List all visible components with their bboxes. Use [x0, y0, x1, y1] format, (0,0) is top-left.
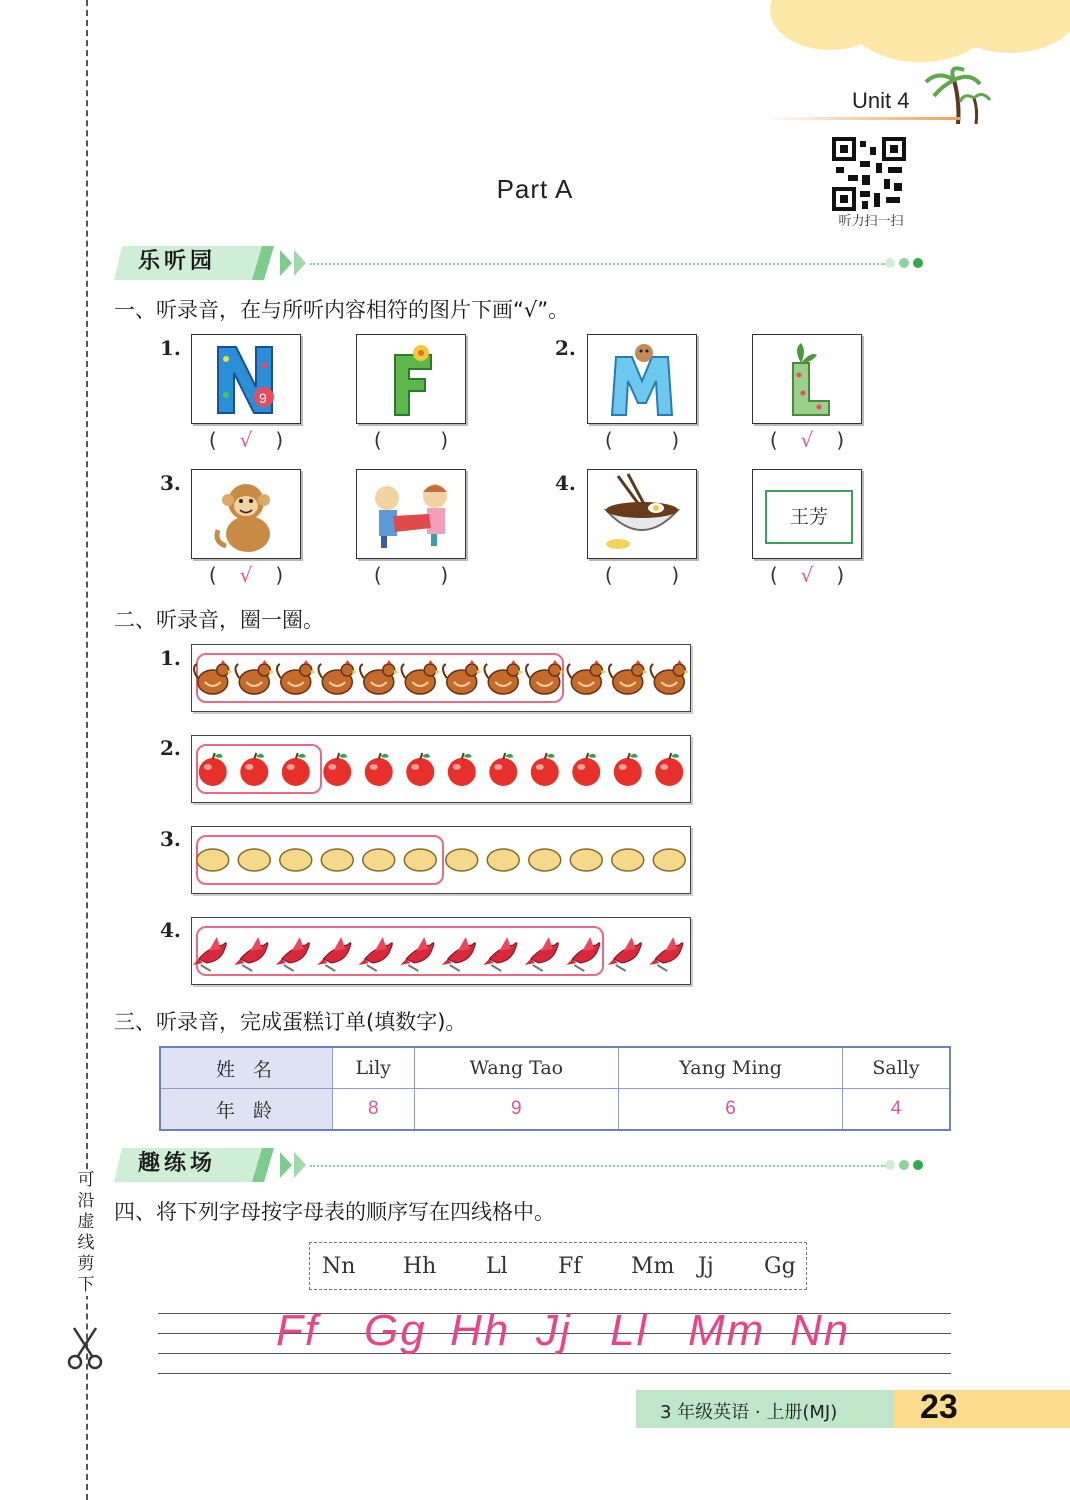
section-title-practice: 趣练场	[138, 1151, 217, 1176]
apple-icon	[489, 753, 517, 786]
bird-icon	[649, 937, 683, 971]
apple-icon	[365, 753, 393, 786]
apple-icon	[240, 753, 268, 786]
name-card[interactable]	[752, 469, 862, 559]
apple-icon	[448, 753, 476, 786]
egg-icon	[570, 849, 602, 871]
handwritten-answer[interactable]: Gg	[364, 1306, 427, 1355]
q1-number-3: 3.	[160, 471, 181, 495]
letter-l-icon[interactable]	[752, 334, 862, 424]
letter-item: Mm	[631, 1254, 675, 1279]
answer-paren[interactable]: ( √ )	[769, 563, 845, 587]
hen-icon	[650, 660, 689, 694]
hen-icon	[401, 660, 440, 694]
handwritten-answer[interactable]: Jj	[536, 1306, 572, 1355]
unit-underline	[760, 117, 960, 120]
q1-number-4: 4.	[555, 471, 576, 495]
bird-icon	[483, 937, 517, 971]
egg-icon	[321, 849, 353, 871]
monkey-icon[interactable]	[191, 469, 301, 559]
page-number: 23	[920, 1388, 958, 1426]
bird-icon	[525, 937, 559, 971]
q2-number-1: 1.	[160, 646, 181, 670]
answer-paren[interactable]: ( √ )	[208, 563, 284, 587]
name-card-text: 王芳	[765, 490, 853, 544]
question-3-title: 三、听录音，完成蛋糕订单(填数字)。	[114, 1010, 467, 1034]
egg-icon	[487, 849, 519, 871]
letter-f-icon[interactable]	[356, 334, 466, 424]
letter-item: Nn	[322, 1254, 356, 1279]
bird-icon	[400, 937, 434, 971]
egg-icon	[529, 849, 561, 871]
svg-text:9: 9	[259, 390, 267, 406]
hen-icon	[360, 660, 399, 694]
letter-n-icon[interactable]	[191, 334, 301, 424]
egg-icon	[653, 849, 685, 871]
answer-paren[interactable]: ( )	[604, 428, 680, 452]
apple-icon	[199, 753, 227, 786]
age-answer-cell[interactable]: 6	[619, 1089, 843, 1131]
q2-number-4: 4.	[160, 918, 181, 942]
egg-row[interactable]	[191, 826, 691, 894]
apple-icon	[406, 753, 434, 786]
noodles-icon[interactable]	[587, 469, 697, 559]
hen-icon	[318, 660, 357, 694]
egg-icon	[363, 849, 395, 871]
bird-icon	[566, 937, 600, 971]
hen-icon	[235, 660, 274, 694]
age-answer-cell[interactable]: 4	[843, 1089, 950, 1131]
bird-icon	[234, 937, 268, 971]
banner-dotted-line	[310, 263, 886, 265]
bird-icon	[193, 937, 227, 971]
hen-icon	[526, 660, 565, 694]
answer-paren[interactable]: ( )	[373, 428, 449, 452]
egg-icon	[404, 849, 436, 871]
egg-icon	[612, 849, 644, 871]
question-1-title: 一、听录音，在与所听内容相符的图片下画“√”。	[114, 298, 570, 322]
unit-title: Unit 4	[852, 88, 910, 113]
cut-hint: 可 沿 虚 线 剪 下	[74, 1170, 98, 1296]
answer-paren[interactable]: ( √ )	[208, 428, 284, 452]
question-2-title: 二、听录音，圈一圈。	[114, 608, 324, 632]
bird-icon	[359, 937, 393, 971]
handwritten-answer[interactable]: Ff	[276, 1306, 320, 1355]
handwritten-answer[interactable]: Ll	[610, 1306, 649, 1355]
egg-icon	[197, 849, 229, 871]
section-title-listen: 乐听园	[138, 249, 217, 274]
apple-row[interactable]	[191, 735, 691, 803]
letter-item: Jj	[698, 1254, 714, 1279]
hen-icon	[609, 660, 648, 694]
handwritten-answer[interactable]: Mm	[688, 1306, 766, 1355]
footer-book-title: 3 年级英语 · 上册(MJ)	[660, 1402, 838, 1423]
four-line-grid-line	[158, 1373, 951, 1374]
answer-paren[interactable]: ( √ )	[769, 428, 845, 452]
bird-icon	[276, 937, 310, 971]
age-header: 年龄	[160, 1089, 333, 1131]
qr-caption: 听力扫一扫	[838, 214, 904, 229]
hen-icon	[484, 660, 523, 694]
egg-icon	[238, 849, 270, 871]
kids-icon[interactable]	[356, 469, 466, 559]
name-cell: Wang Tao	[414, 1047, 619, 1089]
letter-item: Hh	[403, 1254, 437, 1279]
bird-row[interactable]	[191, 917, 691, 985]
scissors-icon	[64, 1326, 106, 1372]
q2-number-3: 3.	[160, 827, 181, 851]
page-title: Part A	[496, 174, 574, 204]
name-cell: Lily	[333, 1047, 415, 1089]
answer-paren[interactable]: ( )	[604, 563, 680, 587]
age-answer-cell[interactable]: 9	[414, 1089, 619, 1131]
apple-icon	[531, 753, 559, 786]
letter-m-icon[interactable]	[587, 334, 697, 424]
apple-icon	[572, 753, 600, 786]
banner-dots-icon	[884, 1158, 926, 1172]
name-header: 姓名	[160, 1047, 333, 1089]
egg-icon	[280, 849, 312, 871]
letter-item: Gg	[764, 1254, 796, 1279]
q1-number-2: 2.	[555, 336, 576, 360]
bird-icon	[442, 937, 476, 971]
age-answer-cell[interactable]: 8	[333, 1089, 415, 1131]
handwritten-answer[interactable]: Nn	[790, 1306, 851, 1355]
banner-dots-icon	[884, 256, 926, 270]
cake-order-table	[159, 1046, 951, 1131]
hen-icon	[194, 660, 233, 694]
letter-item: Ll	[486, 1254, 508, 1279]
bird-icon	[317, 937, 351, 971]
banner-dotted-line	[310, 1165, 886, 1167]
bird-icon	[608, 937, 642, 971]
letter-item: Ff	[558, 1254, 582, 1279]
hen-icon	[567, 660, 606, 694]
q2-number-2: 2.	[160, 736, 181, 760]
question-4-title: 四、将下列字母按字母表的顺序写在四线格中。	[114, 1200, 555, 1224]
handwritten-answer[interactable]: Hh	[450, 1306, 511, 1355]
name-cell: Yang Ming	[619, 1047, 843, 1089]
answer-paren[interactable]: ( )	[373, 563, 449, 587]
egg-icon	[446, 849, 478, 871]
name-cell: Sally	[843, 1047, 950, 1089]
apple-icon	[614, 753, 642, 786]
apple-icon	[655, 753, 683, 786]
cloud-decoration	[770, 0, 1070, 70]
hen-icon	[277, 660, 316, 694]
apple-icon	[282, 753, 310, 786]
apple-icon	[323, 753, 351, 786]
hen-row[interactable]	[191, 644, 691, 712]
q1-number-1: 1.	[160, 336, 181, 360]
hen-icon	[443, 660, 482, 694]
